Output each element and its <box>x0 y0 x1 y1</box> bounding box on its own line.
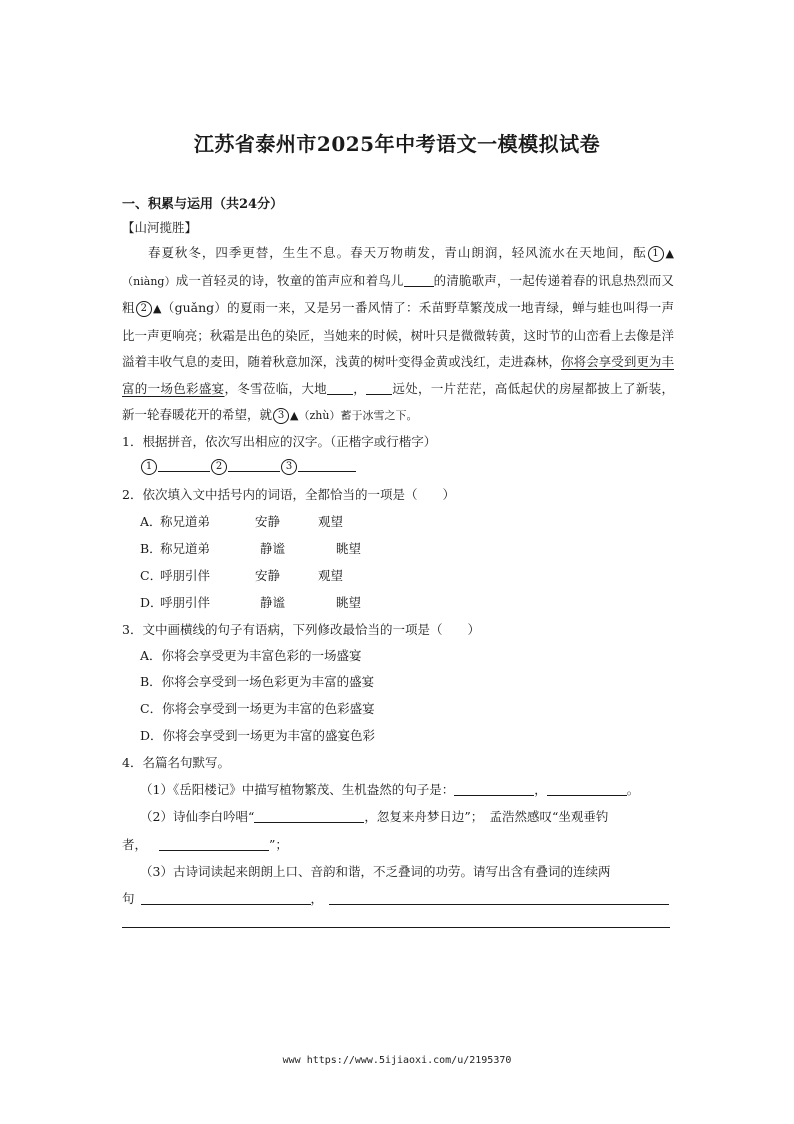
question-1-answers <box>140 457 356 475</box>
question-4-item-3: （3）古诗词读起来朗朗上口、音韵和谐，不乏叠词的功劳。请写出含有叠词的连续两 <box>140 864 611 879</box>
answer-blank-1[interactable] <box>158 457 210 472</box>
answer-blank-2[interactable] <box>228 457 280 472</box>
item-1-blank-a[interactable] <box>454 781 534 796</box>
section-heading: 一、积累与运用（共24分） <box>122 197 284 212</box>
number-mark-3: 3 <box>273 408 289 424</box>
question-3-option-d[interactable]: D．你将会享受到一场更为丰富的盛宴色彩 <box>140 728 376 743</box>
reading-passage: 春夏秋冬，四季更替，生生不息。春天万物萌发，青山朗润，轻风流水在天地间，酝 1 ▲（niàng）成一首轻灵的诗，牧童的笛声应和着鸟儿 的清脆歌声，一起传递着春的讯息热烈而又粗 2 ▲（guǎng）的夏雨一来，又是另一番风情了：禾苗野草繁茂成一地青绿，蝉与蛙也叫得一声比一声更响亮；秋霜是出色的染匠，当她来的时候，树叶只是微微转黄，这时节的山峦看上去像是洋溢着丰收气息的麦田，随着秋意加深，浅黄的树叶变得金黄或浅红，走进森林，你将会享受到更为丰富的一场色彩盛宴，冬雪莅临，大地 ， 远处，一片茫茫，高低起伏的房屋都披上了新装，新一轮春暖花开的希望，就 3 ▲（zhù）蓄于冰雪之下。 <box>122 245 674 422</box>
underlined-sentence: 你将会享受到更为丰富的一场色彩盛宴 <box>122 354 674 396</box>
blank-1[interactable] <box>404 272 434 287</box>
question-4-item-3-cont: 句 ， <box>122 889 669 907</box>
question-3-option-a[interactable]: A．你将会享受更为丰富色彩的一场盛宴 <box>140 648 362 663</box>
question-1-stem: 1．根据拼音，依次写出相应的汉字。（正楷字或行楷字） <box>122 434 437 449</box>
question-3-option-b[interactable]: B．你将会享受到一场色彩更为丰富的盛宴 <box>140 674 375 689</box>
item-1-blank-b[interactable] <box>547 781 627 796</box>
number-mark-2: 2 <box>136 301 152 317</box>
question-2-option-d[interactable]: D．呼朋引伴 静谧 眺望 <box>140 595 362 610</box>
answer-mark-2: 2 <box>211 459 227 475</box>
item-2-blank-a[interactable] <box>254 808 364 823</box>
answer-blank-3[interactable] <box>298 457 356 472</box>
item-3-blank-b[interactable] <box>329 890 669 905</box>
page-title: 江苏省泰州市2025年中考语文一模模拟试卷 <box>193 132 601 156</box>
blank-3[interactable] <box>366 380 392 395</box>
blank-2[interactable] <box>327 380 353 395</box>
question-4-stem: 4．名篇名句默写。 <box>122 755 230 770</box>
question-2-stem: 2．依次填入文中括号内的词语，全都恰当的一项是（ ） <box>122 487 455 502</box>
question-2-option-a[interactable]: A．称兄道弟 安静 观望 <box>140 514 344 529</box>
question-2-option-b[interactable]: B．称兄道弟 静谧 眺望 <box>140 541 362 556</box>
question-2-option-c[interactable]: C．呼朋引伴 安静 观望 <box>140 568 344 583</box>
question-4-item-2-cont: 者， ”； <box>122 837 288 852</box>
footer-url[interactable]: www https://www.5ijiaoxi.com/u/2195370 <box>282 1055 512 1066</box>
passage-tag: 【山河揽胜】 <box>122 220 198 235</box>
item-3-blank-a[interactable] <box>141 890 311 905</box>
question-4-item-2: （2）诗仙李白吟唱“ ，忽复来舟梦日边”； 孟浩然感叹“坐观垂钓 <box>140 809 609 824</box>
answer-line[interactable] <box>122 927 670 928</box>
question-4-item-1: （1）《岳阳楼记》中描写植物繁茂、生机盎然的句子是： ， 。 <box>140 782 640 797</box>
item-2-blank-b[interactable] <box>159 836 269 851</box>
number-mark-1: 1 <box>648 246 664 262</box>
question-3-stem: 3．文中画横线的句子有语病，下列修改最恰当的一项是（ ） <box>122 622 480 637</box>
answer-mark-1: 1 <box>141 459 157 475</box>
question-3-option-c[interactable]: C．你将会享受到一场更为丰富的色彩盛宴 <box>140 701 375 716</box>
answer-mark-3: 3 <box>281 459 297 475</box>
